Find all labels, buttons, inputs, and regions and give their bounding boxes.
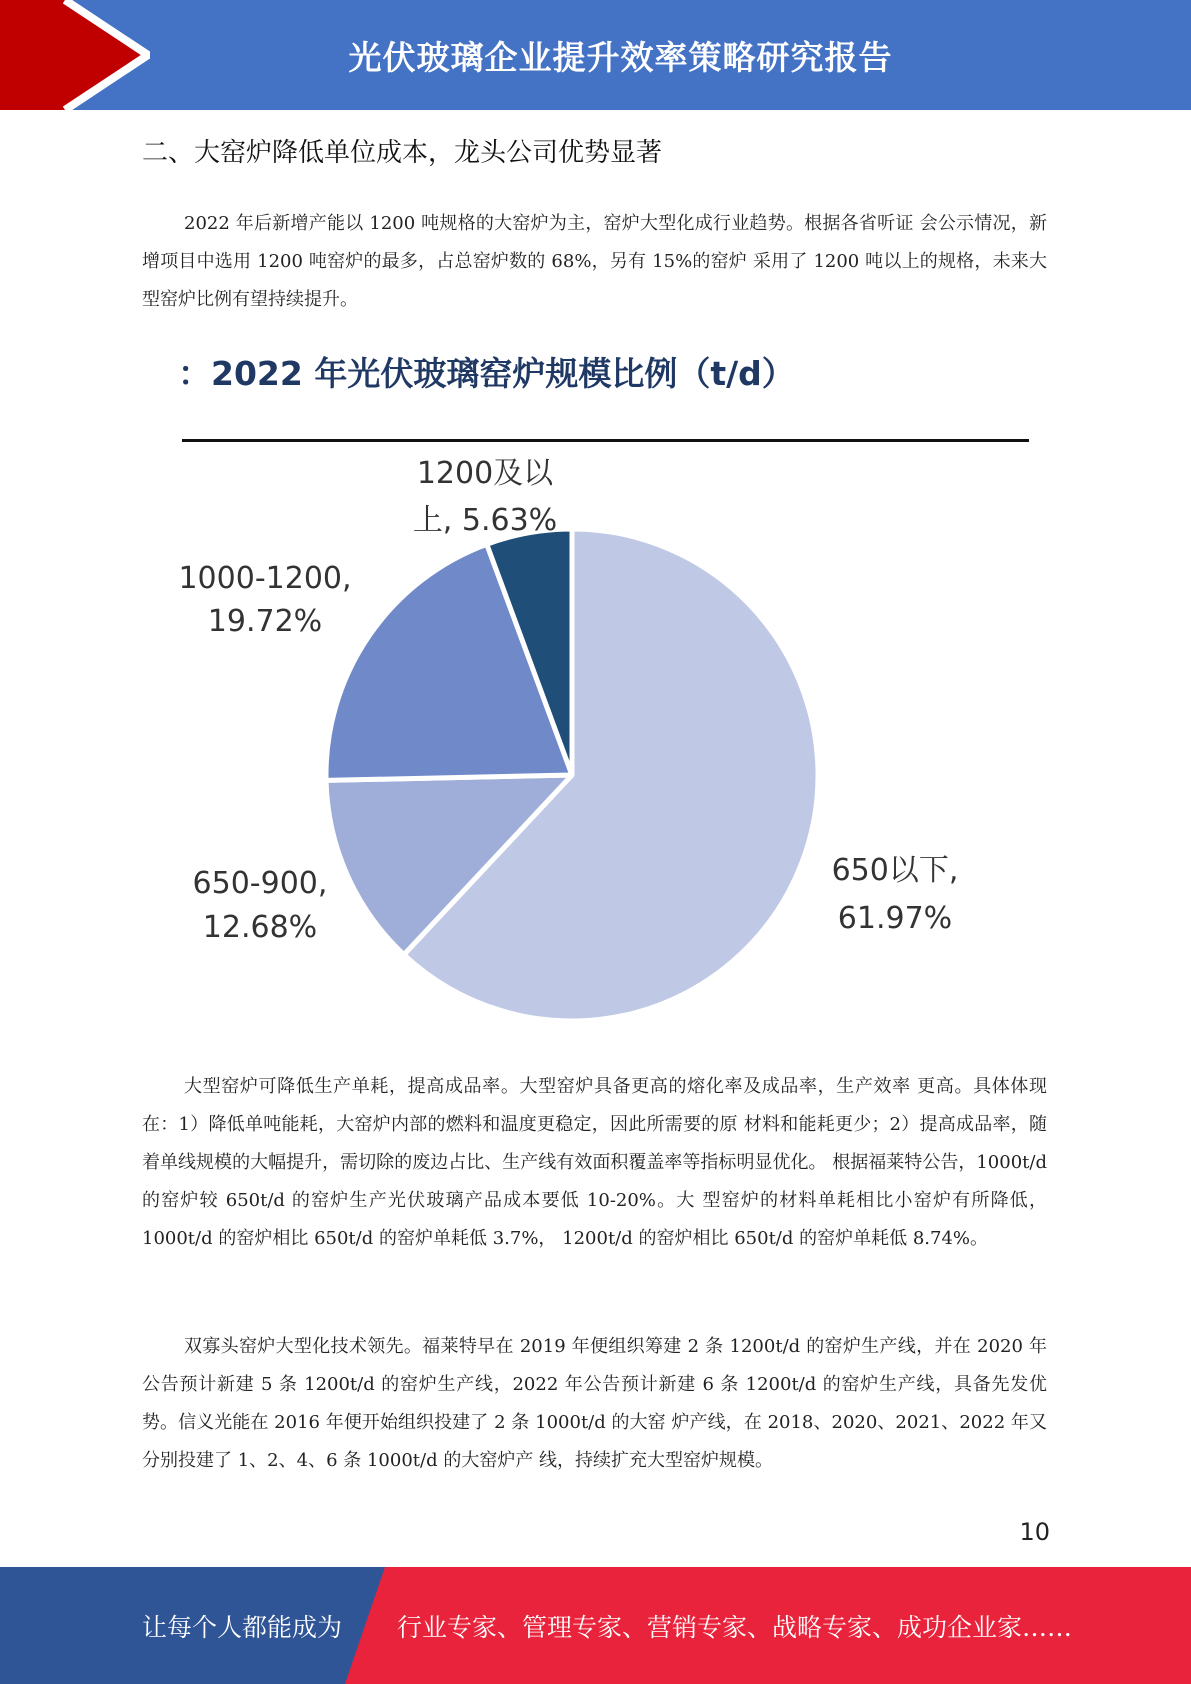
pie-label-3-line2: 19.72%	[207, 604, 323, 639]
pie-label-4-line1: 1200及以	[416, 456, 554, 491]
pie-label-4-line2: 上, 5.63%	[412, 503, 558, 538]
pie-label-1-line1: 650以下,	[831, 853, 959, 888]
chart-title: ：2022 年光伏玻璃窑炉规模比例（t/d）	[178, 354, 795, 393]
paragraph-3: 双寡头窑炉大型化技术领先。福莱特早在 2019 年便组织筹建 2 条 1200t/d 的窑炉生产线，并在 2020 年公告预计新建 5 条 1200t/d 的窑炉生产线，2022 年公告预计新建 6 条 1200t/d 的窑炉生产线，具备先发优势。信义光能在 2016 年便开始组织投建了 2 条 1000t/d 的大窑 炉产线，在 2018、2020、2021、2022 年又分别投建了 1、2、4、6 条 1000t/d 的大窑炉产 线，持续扩充大型窑炉规模。	[142, 1336, 1047, 1471]
page-footer	[0, 1567, 1191, 1684]
report-title: 光伏玻璃企业提升效率策略研究报告	[348, 37, 893, 77]
paragraph-2: 大型窑炉可降低生产单耗，提高成品率。大型窑炉具备更高的熔化率及成品率，生产效率 更高。具体体现在：1）降低单吨能耗，大窑炉内部的燃料和温度更稳定，因此所需要的原 材料和能耗更少；2）提高成品率，随着单线规模的大幅提升，需切除的废边占比、生产线有效面积覆盖率等指标明显优化。 根据福莱特公告，1000t/d 的窑炉较 650t/d 的窑炉生产光伏玻璃产品成本要低 10-20%。大 型窑炉的材料单耗相比小窑炉有所降低，1000t/d 的窑炉相比 650t/d 的窑炉单耗低 3.7%， 1200t/d 的窑炉相比 650t/d 的窑炉单耗低 8.74%。	[142, 1076, 1047, 1249]
pie-label-2-line2: 12.68%	[202, 910, 318, 945]
pie-label-1-line2: 61.97%	[837, 901, 953, 936]
pie-label-2-line1: 650-900,	[192, 866, 328, 901]
section-title: 二、大窑炉降低单位成本，龙头公司优势显著	[142, 138, 663, 168]
footer-slogan-left: 让每个人都能成为	[142, 1612, 343, 1642]
footer-slogan-right: 行业专家、管理专家、营销专家、战略专家、成功企业家……	[397, 1612, 1073, 1642]
pie-label-3-line1: 1000-1200,	[178, 561, 352, 596]
paragraph-1: 2022 年后新增产能以 1200 吨规格的大窑炉为主，窑炉大型化成行业趋势。根据各省听证 会公示情况，新增项目中选用 1200 吨窑炉的最多，占总窑炉数的 68%，另有 15%的窑炉 采用了 1200 吨以上的规格，未来大型窑炉比例有望持续提升。	[142, 213, 1047, 310]
page-number: 10	[1019, 1518, 1050, 1546]
